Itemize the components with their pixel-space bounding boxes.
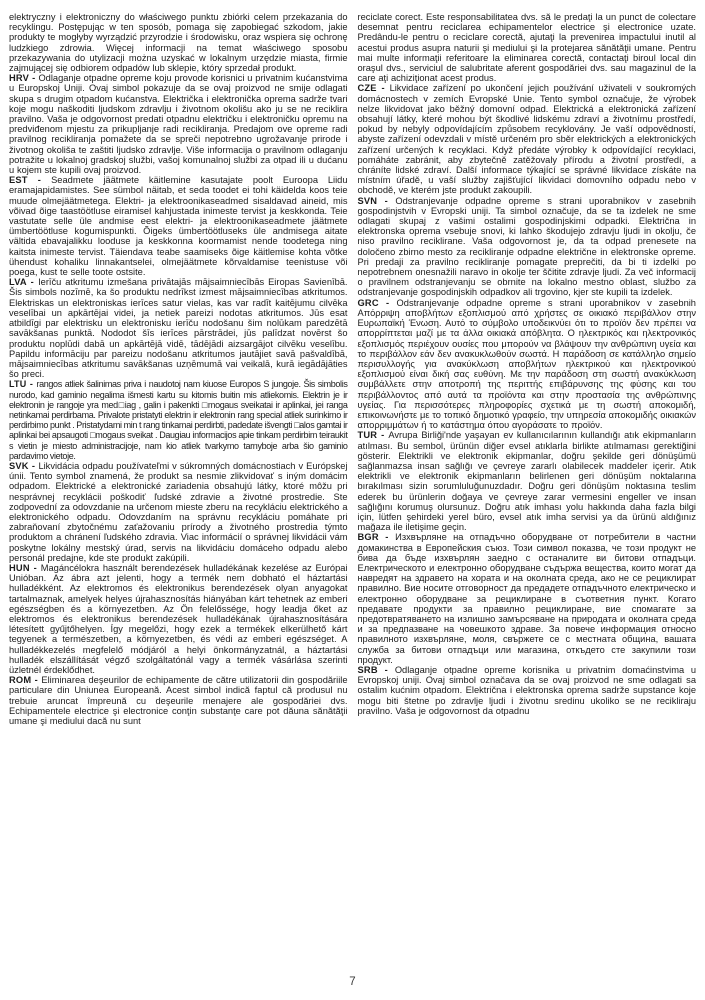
language-section-paragraph — [358, 430, 697, 532]
language-section-paragraph — [358, 532, 697, 665]
language-code-label: SVN - — [357, 195, 396, 206]
section-text: Ierīču atkritumu izmešana privātajās mājsaimniecībās Eiropas Savienībā. Šis simbols nozīmē, ka šo produktu nedrīkst izmest mājsaimniecības atkritumos. Elektriskas un elektroniskas ierīces satur vielas, kas var radīt kaitējumu cilvēka veselībai un apkārtējai videi, ja netiek pareizi nodotas atkritumos. Jūs esat atbildīgi par elektrisku un elektronisku ierīču nodošanu šim nolūkam paredzētā savākšanas punktā. Nododot šīs ierīces pārstrādei, jūs palīdzat novērst šo produktu noplūdi dabā un apkārtējā vidē, tādējādi aizsargājot cilvēku veselību. Papildu informāciju par pareizu nodošanu atkritumos jautājiet savā pašvaldībā, mājsaimniecības atkritumu savākšanas uzņēmumā vai veikalā, kurā iegādājāties šo preci. — [9, 277, 348, 380]
section-text: reciclate corect. Este responsabilitatea dvs. să le predaţi la un punct de colectare desemnat pentru reciclarea echipamentelor electrice şi electronice uzate. Predându-le pentru o reciclare corectă, ajutaţi la prevenirea impactului inutil al acestui produs asupra naturii şi mediului şi la protejarea sănătăţii umane. Pentru mai multe informaţii referitoare la eliminarea corectă, contactaţi biroul local din oraşul dvs., serviciul de salubritate aferent gospodăriei dvs. sau magazinul de la care aţi achiziţionat acest produs. — [357, 12, 696, 84]
language-section-paragraph — [358, 83, 697, 195]
language-code-label: HRV - — [9, 73, 39, 84]
language-code-label: SVK - — [9, 460, 39, 471]
section-text: Odstranjevanje odpadne opreme s strani uporabnikov v zasebnih gospodinjstvih v Evropski uniji. Ta simbol označuje, da se ta izdelek ne sme odlagati skupaj z vašimi ostalimi gospodinjskimi odpadki. Električna in elektronska oprema vsebuje snovi, ki lahko škodujejo zdravju ljudi in okolju, če niso pravilno reciklirane. Vaša odgovornost je, da ta odpad prenesete na določeno zbirno mesto za recikliranje odpadne električne in elektronske opreme. Pri predaji za pravilno recikliranje pomagate preprečiti, da bi ti izdelki po nepotrebnem onesnažili naravo in okolje ter ščitite zdravje ljudi. Za več informacij o pravilnem odstranjevanju se obrnite na lokalno mestno oblast, službo za odstranjevanje gospodinjskih odpadkov ali trgovino, kjer ste kupili ta izdelek. — [357, 195, 696, 298]
language-code-label: BGR - — [357, 532, 396, 543]
section-text: elektryczny i elektroniczny do właściwego punktu zbiórki celem przekazania do recyklingu. Postępując w ten sposób, pomaga się zapobiegać szkodom, jakie produkty te mogłyby wyrządzić przyrodzie i środowisku, oraz wspiera się ochronę ludzkiego zdrowia. Więcej informacji na temat właściwego sposobu przekazywania do utylizacji można uzyskać w lokalnym urzędzie miasta, firmie zajmującej się odbiorem odpadów lub sklepie, który sprzedał produkt. — [9, 12, 348, 74]
language-section-paragraph — [9, 12, 348, 73]
section-text: Likvidácia odpadu používateľmi v súkromných domácnostiach v Európskej únii. Tento symbol znamená, že produkt sa nesmie zlikvidovať s iným domácim odpadom. Elektrické a elektronické zariadenia obsahujú látky, ktoré môžu pri nesprávnej recyklácii poškodiť ľudské zdravie a životné prostredie. Ste zodpovední za odovzdanie na určenom mieste zberu na recykláciu elektrického a elektronického odpadu. Odovzdaním na správnu recykláciu pomáhate pri zabraňovaní zbytočnému zaťažovaniu prírody a životného prostredia týmto produktom a chránení ľudského zdravia. Viac informácií o správnej likvidácii vám poskytne lokálny mestský úrad, servis na likvidáciu domáceho odpadu alebo personál predajne, kde ste produkt zakúpili. — [9, 460, 348, 563]
language-code-label: TUR - — [357, 430, 389, 441]
language-code-label: GRC - — [357, 297, 397, 308]
text-columns — [9, 12, 696, 726]
language-section-paragraph — [9, 277, 348, 379]
section-text: Odlaganje otpadne opreme korisnika u privatnim domaćinstvima u Evropskoj uniji. Ovaj simbol označava da se ovaj proizvod ne sme odlagati sa ostalim kućnim otpadom. Električna i elektronska oprema sadrže supstance koje mogu biti štetne po zdravlje ljudi i životnu sredinu ukoliko se ne recikliraju pravilno. Vaša je odgovornost da otpadnu — [357, 665, 696, 716]
column-left — [9, 12, 348, 726]
section-text: Avrupa Birliği'nde yaşayan ev kullanıcılarının kullandığı atık ekipmanların atılması. Bu sembol, ürünün diğer evsel atıklarla birlikte atılmaması gerektiğini gösterir. Elektrikli ve elektronik ekipmanlar, doğru şekilde geri dönüşümü sağlanmazsa insan sağlığı ve çevreye zararlı olabilecek maddeler içerir. Atık elektrikli ve elektronik ekipmanların belirlenen geri dönüşüm noktalarına bırakılması sizin sorumluluğunuzdadır. Doğru geri dönüşüm noktasına teslim ederek bu ürünlerin doğaya ve çevreye zarar vermesini engeller ve insan sağlığını korumuş olursunuz. Doğru atık imhası yolu hakkında daha fazla bilgi için, lütfen şehirdeki yerel büro, evsel atık imha servisi ya da ürünü aldığınız mağaza ile iletişime geçin. — [357, 430, 697, 533]
language-section-paragraph — [9, 563, 348, 675]
language-section-paragraph — [9, 379, 348, 461]
language-section-paragraph — [358, 12, 697, 83]
language-section-paragraph — [358, 298, 697, 431]
language-code-label: ROM - — [9, 675, 42, 686]
section-text: Изхвърляне на отпадъчно оборудване от потребители в частни домакинства в Европейския съюз. Този символ показва, че този продукт не бива да бъде изхвърлян заедно с останалите ви битови отпадъци. Електрическото и електронно оборудване съдържа вещества, които могат да навредят на здравето на хората и на околната среда, ако не се рециклират правилно. Вие носите отговорност да предадете отпадъчното електрическо и електронно оборудване за рециклиране в съответния пункт. Когато предавате продукти за правилно рециклиране, вие спомагате за предотвратяването на излишно замърсяване на природата и околната среда и за предпазване на човешкото здраве. За повече информация относно правилното изхвърляне, моля, свържете се с местната община, вашата служба за битови отпадъци или магазина, откъдето сте закупили този продукт. — [357, 532, 696, 665]
language-code-label: EST - — [9, 175, 52, 186]
section-text: Seadmete jäätmete käitlemine kasutajate poolt Euroopa Liidu eramajapidamistes. See sümbol näitab, et seda toodet ei tohi käidelda koos teie muude olmejäätmetega. Elektri- ja elektroonikaseadmed sisaldavad aineid, mis võivad õige taastöötluse eiramisel kahjustada inimeste tervist ja keskkonda. Teie vastutate selle üle andmise eest elektri- ja elektroonikaseadmete jäätmete ümbertöötluse kogumispunkti. Õigeks ümbertöötluseks üle andmisega aitate vältida ebavajalikku looduse ja keskkonna koormamist nende toodetega ning kaitsta inimeste tervist. Täiendava teabe saamiseks õige käitlemise kohta võtke ühendust kohaliku linnakantselei, olmejäätmete kõrvaldamise teenistuse või poega, kust te selle toote ostsite. — [9, 175, 348, 278]
page-number: 7 — [349, 976, 356, 988]
section-text: Eliminarea deşeurilor de echipamente de către utilizatorii din gospodăriile particulare din Uniunea Europeană. Acest simbol indică faptul că produsul nu trebuie aruncat împreună cu deşeurile menajere ale gospodăriei dvs. Echipamentele electrice şi electronice conţin substanţe care pot dăuna sănătăţii umane şi mediului dacă nu sunt — [9, 675, 348, 727]
language-section-paragraph — [9, 175, 348, 277]
column-right — [358, 12, 697, 726]
section-text: Magáncélokra használt berendezések hulladékának kezelése az Európai Unióban. Az ábra azt jelenti, hogy a termék nem dobható el háztartási hulladékként. Az elektromos és elektronikus berendezések olyan anyagokat tartalmaznak, amelyek helyes újrahasznosítás hiányában kárt tehetnek az emberi egészségben és a környezetben. Az Ön felelőssége, hogy leadja őket az elektromos és elektronikus berendezések hulladékának újrahasznosítására létesített gyűjtőhelyen. Így megelőzi, hogy ezek a termékek elkerülhető kárt tegyenek a természetben, a környezetben, és védi az emberi egészséget. A hulladékkezelés megfelelő módjáról a helyi önkormányzatnál, a háztartási hulladék elszállítását végző szolgáltatónál vagy a termék vásárlása szerinti üzletnél érdeklődhet. — [9, 562, 348, 675]
language-code-label: SRB - — [357, 665, 395, 675]
language-section-paragraph — [9, 675, 348, 726]
section-text: rangos atliek šalinimas priva i naudotoj nam kiuose Europos S jungoje. Šis simbolis nurodo, kad gaminio negalima išmesti kartu su kitomis buitin mis atliekomis. Elektrin je ir elektronin je rangoje yra med□iag , galin i pakenkti □mogaus sveikatai ir aplinkai, jei ranga netinkamai perdirbama. Privalote pristatyti elektrin ir elektronin rang special atliek surinkimo ir perdirbimo punkt . Pristatydami min t rang tinkamai perdirbti, padedate išvengti □alos gamtai ir aplinkai bei apsaugoti □mogaus sveikat . Daugiau informacijos apie tinkam perdirbim teiraukit s vietin je miesto administracijoje, nam kio atliek tvarkymo tarnyboje arba šio gaminio pardavimo vietoje. — [9, 379, 348, 461]
section-text: Odlaganje otpadne opreme koju provode korisnici u privatnim kućanstvima u Europskoj Uniji. Ovaj simbol pokazuje da se ovaj proizvod ne smije odlagati skupa s drugim otpadom kućanstva. Električka i elektronička oprema sadrže tvari koje mogu naškoditi ljudskom zdravlju i životnom okolišu ako ju se ne reciklira pravilno. Vaša je odgovornost predati otpadnu električku i elektroničku opremu na predviđenom mjestu za prikupljanje radi recikliranja. Predajom ove opreme radi pravilnog recikliranja pomažete da se spreči nepotrebno ugrožavanje prirode i životnog okoliša te zaštiti ljudsko zdravlje. Više informacija o pravilnom odlaganju potražite u lokalnoj gradskoj službi, vašoj komunalnoj službi za otpad ili u dućanu u kojem ste kupili ovaj proizvod. — [9, 73, 348, 176]
language-section-paragraph — [9, 461, 348, 563]
language-section-paragraph — [9, 73, 348, 175]
language-code-label: LTU - — [9, 379, 37, 390]
section-text: Likvidace zařízení po ukončení jejich používání uživateli v soukromých domácnostech v zemích Evropské Unie. Tento symbol označuje, že výrobek nelze likvidovat jako běžný domovní odpad. Elektrická a elektronická zařízení obsahují látky, které mohou být škodlivé lidskému zdraví a životnímu prostředí, pokud by nebyly odpovídajícím způsobem recyklovány. Je vaší odpovědností, abyste zařízení odevzdali v místě určeném pro sběr elektrických a elektronických zařízení určených k recyklaci. Když předáte výrobky k odpovídající recyklaci, pomáháte zabránit, aby zbytečně zatěžovaly přírodu a životní prostředí, a chráníte lidské zdraví. Další informace týkající se správné likvidace získáte na místním úřadě, u vaší služby zajišťující likvidaci domovního odpadu nebo v obchodě, ve kterém jste produkt zakoupili. — [357, 83, 696, 196]
language-code-label: HUN - — [9, 562, 41, 573]
language-section-paragraph — [358, 196, 697, 298]
section-text: Odstranjevanje odpadne opreme s strani uporabnikov v zasebnih Απόρριψη αποβλήτων εξοπλισμού από χρήστες σε οικιακό περιβάλλον στην Ευρωπαϊκή Ένωση. Αυτό το σύμβολο υποδεικνύει ότι το προϊόν δεν πρέπει να απορρίπτεται μαζί με τα άλλα οικιακά απόβλητα. Ο ηλεκτρικός και ηλεκτρονικός εξοπλισμός περιέχουν ουσίες που μπορούν να βλάψουν την ανθρώπινη υγεία και το περιβάλλον εάν δεν ανακυκλωθούν σωστά. Η παράδοση σε κατάλληλο σημείο περισυλλογής για ανακύκλωση αποβλήτων ηλεκτρικού και ηλεκτρονικού εξοπλισμού είναι δική σας ευθύνη. Με την παράδοση στη σωστή ανακύκλωση συμβάλλετε στην αποτροπή της περιττής επιβάρυνσης της φύσης και του περιβάλλοντος από αυτά τα προϊόντα και στην προστασία της ανθρώπινης υγείας. Για περισσότερες πληροφορίες σχετικά με τη σωστή αποκομιδή, επικοινωνήστε με το τοπικό δημοτικό γραφείο, την υπηρεσία αποκομιδής οικιακών απορριμμάτων ή το κατάστημα όπου αγοράσατε το προϊόν. — [357, 297, 697, 431]
language-code-label: CZE - — [357, 83, 390, 94]
language-code-label: LVA - — [9, 277, 39, 288]
language-section-paragraph — [358, 665, 697, 716]
